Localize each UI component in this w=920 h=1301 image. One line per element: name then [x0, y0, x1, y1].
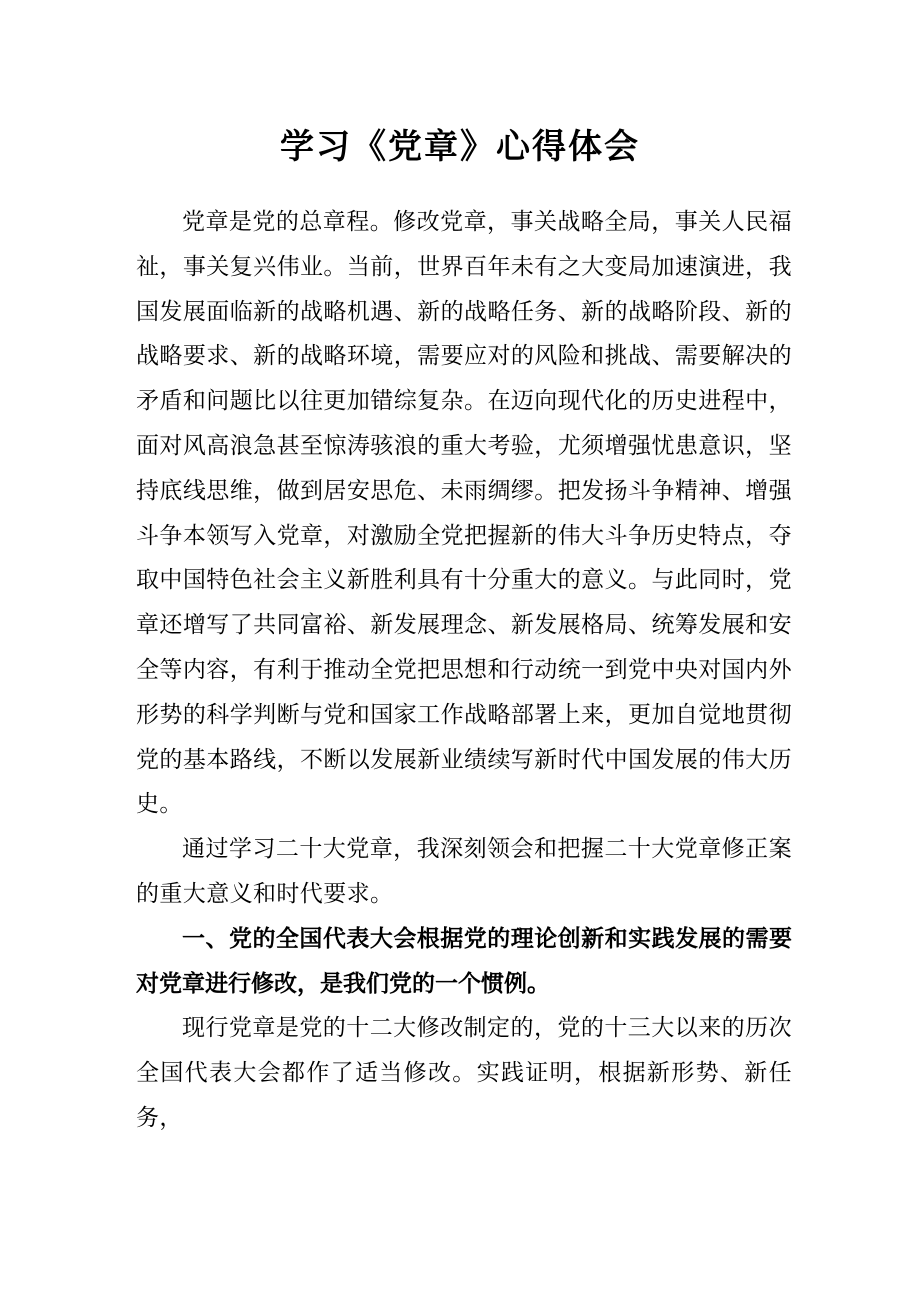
- paragraph-study: 通过学习二十大党章，我深刻领会和把握二十大党章修正案的重大意义和时代要求。: [136, 836, 792, 907]
- section-heading-1: 一、党的全国代表大会根据党的理论创新和实践发展的需要对党章进行修改，是我们党的一个惯例。: [136, 925, 792, 997]
- paragraph-intro: 党章是党的总章程。修改党章，事关战略全局，事关人民福祉，事关复兴伟业。当前，世界百年未有之大变局加速演进，我国发展面临新的战略机遇、新的战略任务、新的战略阶段、新的战略要求、新的战略环境，需要应对的风险和挑战、需要解决的矛盾和问题比以往更加错综复杂。在迈向现代化的历史进程中，面对风高浪急甚至惊涛骇浪的重大考验，尤须增强忧患意识，坚持底线思维，做到居安思危、未雨绸缪。把发扬斗争精神、增强斗争本领写入党章，对激励全党把握新的伟大斗争历史特点，夺取中国特色社会主义新胜利具有十分重大的意义。与此同时，党章还增写了共同富裕、新发展理念、新发展格局、统筹发展和安全等内容，有利于推动全党把思想和行动统一到党中央对国内外形势的科学判断与党和国家工作战略部署上来，更加自觉地贯彻党的基本路线，不断以发展新业绩续写新时代中国发展的伟大历史。: [136, 209, 792, 818]
- document-title: 学习《党章》心得体会: [280, 126, 640, 167]
- document-body: [136, 200, 792, 1141]
- paragraph-section-1: 现行党章是党的十二大修改制定的，党的十三大以来的历次全国代表大会都作了适当修改。实践证明，根据新形势、新任务，: [136, 1015, 792, 1131]
